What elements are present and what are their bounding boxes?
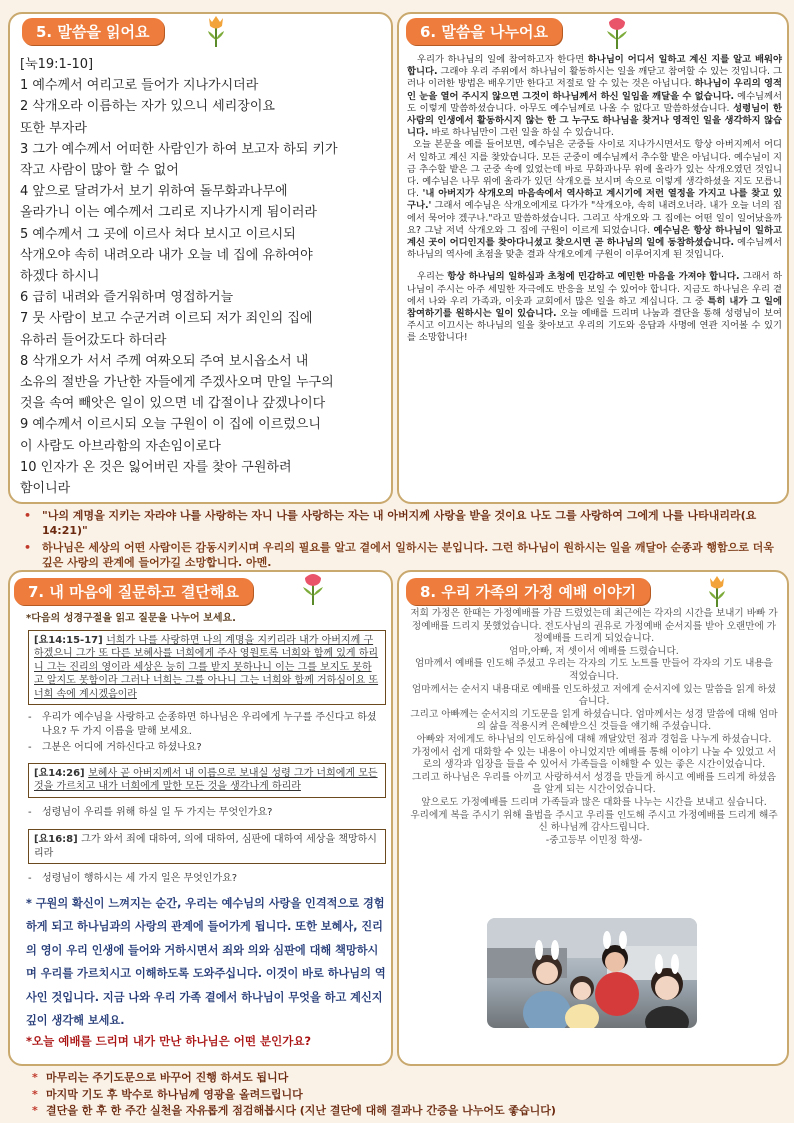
questions-box (8, 570, 393, 1066)
verse-quote (28, 829, 386, 864)
sharing-text (407, 54, 782, 345)
section5-tab: 5. 말씀을 읽어요 (22, 18, 164, 45)
text-bold: '내 아버지가 삭개오의 마음속에서 역사하고 계시기에 저런 열정을 가지고 나를 찾고 있구나.' (407, 188, 782, 212)
story-paragraph: -중고등부 이민정 학생- (545, 834, 643, 846)
text: 그래야 우리 주위에서 하나님이 활동하시는 일을 깨닫고 참여할 수 있는 것입니다. 그러나 이러한 방법은 배우기만 한다고 저절로 알 수 있는 것은 아닙니다. (407, 66, 782, 90)
key-verse-bullets (22, 508, 782, 572)
section8-tab: 8. 우리 가족의 가정 예배 이야기 (406, 578, 650, 605)
verse-ref: [요14:26] (34, 767, 89, 779)
verse-text: 그가 와서 죄에 대하여, 의에 대하여, 심판에 대하여 세상을 책망하시리라 (34, 834, 377, 859)
text-bold: 항상 하나님의 일하심과 초청에 민감하고 예민한 마음을 가져야 합니다. (447, 271, 740, 283)
closing-notes (28, 1070, 788, 1120)
question-item: - 그분은 어디에 거하신다고 하셨나요? (26, 741, 386, 755)
verse-ref: [요16:8] (34, 834, 82, 845)
section6-tab: 6. 말씀을 나누어요 (406, 18, 562, 45)
closing-note: * 결단을 한 후 한 주간 실천을 자유롭게 점검해봅시다 (지난 결단에 대해 결과나 간증을 나누어도 좋습니다) (28, 1103, 788, 1120)
text-bold: 예수님은 항상 하나님이 일하고 계신 곳이 어디인지를 찾아다니셨고 찾으시면 곧 하나님의 일에 동참하셨습니다. (407, 224, 783, 249)
passage-line: 이 사람도 아브라함의 자손임이로다 (20, 438, 221, 454)
text: 우리는 (417, 271, 448, 283)
tulip-icon (604, 16, 630, 50)
text: 바로 하나님만이 그런 일을 하실 수 있습니다. (428, 127, 614, 139)
text-bold: 특히 내가 그 일에 참여하기를 원하시는 일이 있습니다. (407, 295, 782, 320)
text-bold: 성령님이 한 사람의 인생에서 활동하시지 않는 한 그 누구도 하나님을 찾거나 영적인 일을 생각하지 않습니다. (407, 102, 782, 139)
passage-line: 유하러 들어갔도다 하더라 (20, 332, 167, 348)
story-paragraph: 아빠와 저에게도 하나님의 인도하심에 대해 깨달았던 점과 경험을 나누게 하셨습니다. (416, 733, 772, 745)
passage-line: 6 급히 내려와 즐거워하며 영접하거늘 (20, 290, 234, 306)
tulip-icon (205, 14, 227, 48)
story-paragraph: 엄마,아빠, 저 셋이서 예배를 드렸습니다. (509, 645, 679, 657)
tulip-icon (706, 574, 728, 608)
verse-text: 너희가 나를 사랑하면 나의 계명을 지키리라 내가 아버지께 구하겠으니 그가 또 다른 보혜사를 너희에게 주사 영원토록 너희와 함께 있게 하리니 그는 진리의 영이라 세상은 능히 그를 받지 못하나니 이는 그를 보지도 못하고 알지도 못함이라 그러나 너희는 그를 아나니 그는 너희와 함께 거하심이요 또 너희 속에 계시겠음이라 (34, 634, 379, 700)
passage-line: 또한 부자라 (20, 120, 87, 136)
passage-line: 소유의 절반을 가난한 자들에게 주겠사오며 만일 누구의 (20, 375, 334, 391)
story-paragraph: 그리고 하나님은 우리를 아끼고 사랑하셔서 성경을 만들게 하시고 예배를 드리게 하셨음을 알게 되는 시간이었습니다. (411, 771, 777, 796)
bible-passage (20, 54, 392, 499)
family-worship-box (397, 570, 789, 1066)
tulip-icon (300, 572, 326, 606)
story-paragraph: 엄마께서 예배를 인도해 주셨고 우리는 각자의 기도 노트를 만들어 각자의 기도 내용을 적었습니다. (415, 658, 773, 682)
text: 그래서 하나님이 주시는 아주 세밀한 자극에도 반응을 보일 수 있어야 합니다. 지금도 하나님은 우리 곁에서 나와 우리 가족과, 이웃과 교회에서 많은 일을 하고 계십니다. 그 중 (407, 271, 782, 307)
passage-line: 하겠다 하시니 (20, 269, 100, 285)
questions-content (26, 608, 386, 1048)
story-paragraph: 그리고 아빠께는 순서지의 기도문을 읽게 하셨습니다. 엄마께서는 성경 말씀에 대해 엄마의 삶을 적용시켜 은혜받으신 것들을 얘기해 주셨습니다. (410, 708, 778, 733)
verse-quote (28, 763, 386, 798)
bullet-item: • "나의 계명을 지키는 자라야 나를 사랑하는 자니 나를 사랑하는 자는 내 아버지께 사랑을 받을 것이요 나도 그를 사랑하여 그에게 나를 나타내리라(요14:21)" (22, 508, 782, 538)
text: 예수님께서 하나님의 역사에 초점을 맞춘 결과 삭개오에게 구원이 이루어지게 된 것입니다. (407, 237, 783, 261)
conclusion-text: * 구원의 확신이 느껴지는 순간, 우리는 예수님의 사랑을 인격적으로 경험하게 되고 하나님과의 사랑의 관계에 들어가게 됩니다. 또한 보혜사, 진리의 영이 우리 인생에 들어와 거하시면서 죄와 의와 심판에 대해 책망하시며 우리를 가르치시고 이해하도록 도와주십니다. 이것이 바로 하나님의 역사인 것입니다. 지금 나와 우리 가족 곁에서 하나님이 무엇을 하고 계신지 깊이 생각해 보세요. (26, 896, 386, 1027)
passage-line: 올라가니 이는 예수께서 그리로 지나가시게 됨이러라 (20, 205, 317, 221)
verse-ref: [요14:15-17] (34, 634, 107, 646)
passage-line: 9 예수께서 이르시되 오늘 구원이 이 집에 이르렀으니 (20, 417, 321, 433)
bullet-item: • 하나님은 세상의 어떤 사람이든 감동시키시며 우리의 필요를 알고 곁에서 일하시는 분입니다. 그런 하나님이 원하시는 일을 깨달아 순종과 행함으로 더욱 깊은 사랑의 관계에 들어가길 소망합니다. 아멘. (22, 540, 782, 570)
passage-line: 것을 속여 빼앗은 일이 있으면 네 갑절이나 갚겠나이다 (20, 396, 326, 412)
family-worship-story (409, 608, 779, 847)
word-sharing-box (397, 12, 789, 504)
story-paragraph: 엄마께서는 순서지 내용대로 예배를 인도하셨고 저에게 순서지에 있는 말씀을 읽게 하셨습니다. (411, 683, 777, 708)
passage-line: 3 그가 예수께서 어떠한 사람인가 하여 보고자 하되 키가 (20, 141, 338, 157)
closing-note: * 마무리는 주기도문으로 바꾸어 진행 하셔도 됩니다 (28, 1070, 788, 1087)
text: 오늘 본문을 예를 들어보면, 예수님은 군중들 사이로 지나가시면서도 항상 아버지께서 어디서 일하고 계신 지를 찾았습니다. 모든 군중이 예수님께서 추수할 밭은 아닙니다. 예수님이 지금 추수할 밭은 그 군중 속에 있었는데 바로 무화과나무 위에 올라가 있는 삭개오였던 것입니다. 예수님은 나무 위에 올라가 있던 삭개오를 보시며 속으로 이렇게 생각하셨을 지도 모릅니다. (407, 139, 782, 200)
passage-line: 10 인자가 온 것은 잃어버린 자를 찾아 구원하려 (20, 459, 292, 475)
section7-tab: 7. 내 마음에 질문하고 결단해요 (14, 578, 253, 605)
questions-intro: *다음의 성경구절을 읽고 질문을 나누어 보세요. (26, 613, 236, 624)
story-paragraph: 우리에게 복을 주시기 위해 율법을 주시고 우리를 인도해 주시고 가정예배를 드리게 해주신 하나님께 감사드립니다. (410, 809, 778, 834)
story-paragraph: 가정에서 쉽게 대화할 수 있는 내용이 아니었지만 예배를 통해 이야기 나눌 수 있었고 서로의 생각과 입장을 들을 수 있어서 가족들을 이해할 수 있는 좋은 시간이었습니다. (411, 746, 776, 771)
text: 그래서 예수님은 삭개오에게로 다가가 "삭개오야, 속히 내려오너라. 내가 오늘 너의 집에서 묵어야 겠구나."라고 말씀하셨습니다. 그리고 삭개오와 그 집에는 어떤 일이 일어났을까요? 그날 저녁 삭개오와 그 집에 구원이 이르게 되었습니다. (407, 200, 782, 236)
bible-reading-box (8, 12, 393, 504)
closing-note: * 마지막 기도 후 박수로 하나님께 영광을 올려드립니다 (28, 1087, 788, 1104)
passage-line: 4 앞으로 달려가서 보기 위하여 돌무화과나무에 (20, 184, 288, 200)
passage-line: 1 예수께서 여리고로 들어가 지나가시더라 (20, 78, 259, 94)
text-bold: 하나님이 우리의 영적인 눈을 열어 주시지 않으면 그것이 하나님께서 하신 일임을 깨달을 수 없습니다. (407, 78, 782, 102)
passage-line: 작고 사람이 많아 할 수 없어 (20, 163, 179, 179)
passage-line: [눅19:1-10] (20, 57, 94, 72)
verse-text: 보혜사 곧 아버지께서 내 이름으로 보내실 성령 그가 너희에게 모든 것을 가르치고 내가 너희에게 말한 모든 것을 생각나게 하리라 (34, 767, 378, 792)
passage-line: 5 예수께서 그 곳에 이르사 쳐다 보시고 이르시되 (20, 226, 296, 242)
text-bold: 하나님이 어디서 일하고 계신 지를 알고 배워야합니다. (407, 54, 782, 78)
family-photo-image (487, 918, 697, 1028)
question-item: - 우리가 예수님을 사랑하고 순종하면 하나님은 우리에게 누구를 주신다고 하셨나요? 두 가지 이름을 말해 보세요. (26, 711, 386, 738)
story-paragraph: 앞으로도 가정예배를 드리며 가족들과 많은 대화를 나누는 시간을 보내고 싶습니다. (421, 796, 767, 808)
passage-line: 7 뭇 사람이 보고 수군거려 이르되 저가 죄인의 집에 (20, 311, 313, 327)
question-item: - 성령님이 행하시는 세 가지 일은 무엇인가요? (26, 872, 386, 886)
passage-line: 삭개오야 속히 내려오라 내가 오늘 네 집에 유하여야 (20, 247, 313, 263)
text: 오늘 예배를 드리며 나눔과 결단을 통해 성령님이 보여주시고 이끄시는 하나님의 일을 찾아보고 우리의 기도와 응답과 사명에 연관 지어볼 수 있기를 소망합니다! (407, 308, 782, 344)
story-paragraph: 저희 가정은 한때는 가정예배를 가끔 드렸었는데 최근에는 각자의 시간을 보내기 바빠 가정예배를 드리지 못했었습니다. 전도사님의 권유로 가정예배 순서지를 받아 오랜만에 가정예배를 드리게 되었습니다. (410, 608, 778, 645)
verse-quote (28, 630, 386, 706)
text: 예수님께서도 이렇게 말씀하셨습니다. 아무도 예수님께로 나올 수 없다고 말씀하셨습니다. (407, 90, 783, 114)
passage-line: 2 삭개오라 이름하는 자가 있으니 세리장이요 (20, 99, 275, 115)
passage-line: 8 삭개오가 서서 주께 여짜오되 주여 보시옵소서 내 (20, 353, 309, 369)
text: 우리가 하나님의 일에 참여하고자 한다면 (417, 54, 588, 65)
family-photo (487, 918, 697, 1028)
final-question: *오늘 예배를 드리며 내가 만난 하나님은 어떤 분인가요? (26, 1033, 312, 1048)
question-item: - 성령님이 우리를 위해 하실 일 두 가지는 무엇인가요? (26, 806, 386, 820)
passage-line: 함이니라 (20, 481, 71, 497)
